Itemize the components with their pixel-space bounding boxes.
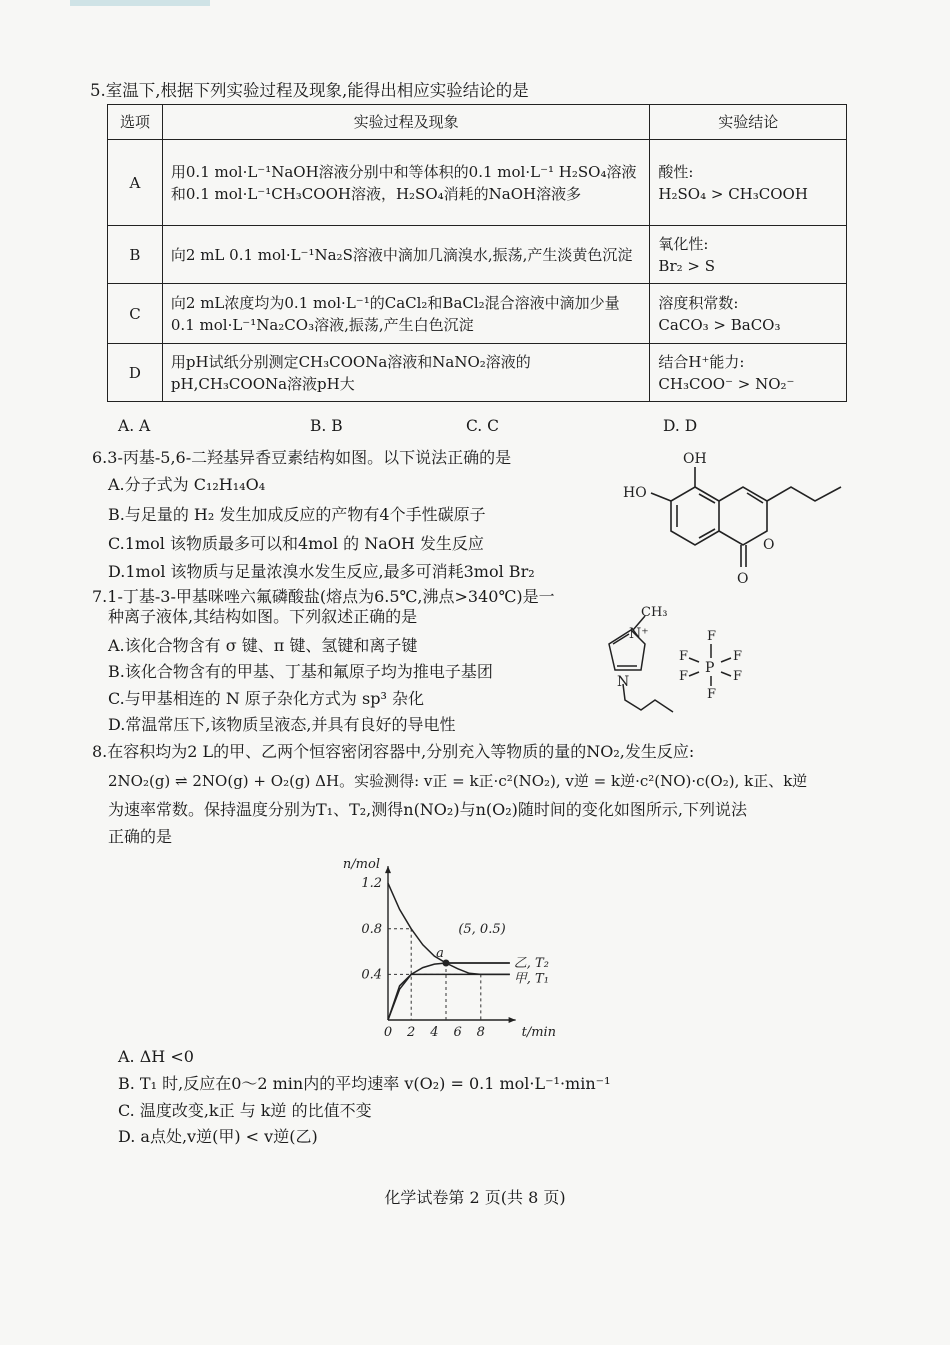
f-label: F [733, 669, 743, 684]
f-label: F [707, 687, 717, 702]
row-conclusion [650, 226, 847, 284]
row-process: 用pH试纸分别测定CH₃COONa溶液和NaNO₂溶液的pH,CH₃COONa溶液pH大 [162, 344, 650, 402]
q6-option-b: B.与足量的 H₂ 发生加成反应的产物有4个手性碳原子 [108, 505, 486, 524]
q7-stem-2: 种离子液体,其结构如图。下列叙述正确的是 [108, 607, 418, 626]
conclusion-label: 结合H⁺能力: [658, 352, 745, 371]
series-label-yi: 乙, T₂ [513, 956, 549, 971]
scan-strip [70, 0, 210, 6]
y-axis-label: n/mol [342, 857, 380, 873]
q8-option-b: B. T₁ 时,反应在0～2 min内的平均速率 v(O₂) = 0.1 mol·L⁻¹·min⁻¹ [118, 1074, 611, 1093]
conclusion-label: 酸性: [658, 162, 694, 181]
row-option: C [108, 284, 163, 344]
conclusion-label: 氧化性: [658, 234, 709, 253]
q8-stem-3: 为速率常数。保持温度分别为T₁、T₂,测得n(NO₂)与n(O₂)随时间的变化如图所示,下列说法 [108, 800, 747, 819]
n-label: N [617, 674, 630, 690]
ch3-label: CH₃ [641, 605, 668, 620]
f-label: F [679, 669, 689, 684]
series-label-jia: 甲, T₁ [513, 971, 549, 987]
table-row [108, 140, 847, 226]
x-tick-label: 4 [430, 1025, 439, 1040]
n-plus-label: N⁺ [629, 626, 649, 642]
p-label: P [705, 660, 715, 676]
x-tick-label: 8 [476, 1025, 485, 1040]
rate-chart [330, 852, 620, 1042]
q6-option-a: A.分子式为 C₁₂H₁₄O₄ [108, 475, 266, 494]
x-tick-label: 0 [383, 1025, 393, 1040]
carbonyl-o-label: O [737, 571, 749, 587]
x-tick-label: 6 [453, 1025, 462, 1040]
q5-stem: 5.室温下,根据下列实验过程及现象,能得出相应实验结论的是 [90, 81, 529, 100]
choice-a: A. A [118, 417, 151, 435]
row-option: B [108, 226, 163, 284]
q8-option-d: D. a点处,v逆(甲) < v逆(乙) [118, 1127, 318, 1146]
table-row [108, 284, 847, 344]
series-line-1 [388, 963, 510, 1020]
q7-option-b: B.该化合物含有的甲基、丁基和氟原子均为推电子基团 [108, 662, 493, 681]
imidazolium-structure [595, 600, 775, 720]
q7-stem-1: 7.1-丁基-3-甲基咪唑六氟磷酸盐(熔点为6.5℃,沸点>340℃)是一 [92, 587, 555, 606]
header-process: 实验过程及现象 [162, 105, 650, 140]
y-tick-label: 0.4 [361, 967, 382, 983]
point-a-label: a [436, 946, 444, 961]
header-option: 选项 [108, 105, 163, 140]
point-a-coords: (5, 0.5) [458, 922, 506, 937]
x-tick-label: 2 [407, 1025, 416, 1040]
row-conclusion [650, 344, 847, 402]
q6-stem: 6.3-丙基-5,6-二羟基异香豆素结构如图。以下说法正确的是 [92, 448, 512, 467]
q6-option-c: C.1mol 该物质最多可以和4mol 的 NaOH 发生反应 [108, 534, 484, 553]
q8-stem-1: 8.在容积均为2 L的甲、乙两个恒容密闭容器中,分别充入等物质的量的NO₂,发生反应: [92, 742, 695, 761]
row-conclusion [650, 284, 847, 344]
page-footer: 化学试卷第 2 页(共 8 页) [384, 1188, 566, 1207]
y-axis-arrow [385, 866, 391, 873]
table-row [108, 344, 847, 402]
conclusion-value: Br₂ > S [658, 256, 716, 275]
conclusion-value: CaCO₃ > BaCO₃ [658, 315, 781, 334]
conclusion-label: 溶度积常数: [658, 293, 739, 312]
header-conclusion: 实验结论 [650, 105, 847, 140]
y-tick-label: 1.2 [361, 876, 382, 892]
x-axis-arrow [509, 1017, 516, 1023]
q7-option-a: A.该化合物含有 σ 键、π 键、氢键和离子键 [108, 636, 418, 655]
y-tick-label: 0.8 [361, 921, 382, 937]
q5-table [107, 104, 847, 402]
q8-stem-2: 2NO₂(g) ⇌ 2NO(g) + O₂(g) ΔH。实验测得: v正 = k正·c²(NO₂), v逆 = k逆·c²(NO)·c(O₂), k正、k逆 [108, 772, 808, 790]
q8-option-c: C. 温度改变,k正 与 k逆 的比值不变 [118, 1101, 372, 1120]
table-row [108, 226, 847, 284]
table-header-row [108, 105, 847, 140]
row-process: 向2 mL浓度均为0.1 mol·L⁻¹的CaCl₂和BaCl₂混合溶液中滴加少量0.1 mol·L⁻¹Na₂CO₃溶液,振荡,产生白色沉淀 [162, 284, 650, 344]
series-line-2 [446, 963, 510, 974]
x-axis-label: t/min [521, 1025, 557, 1040]
ho-label: HO [623, 485, 647, 501]
row-option: D [108, 344, 163, 402]
f-label: F [733, 649, 743, 664]
conclusion-value: CH₃COO⁻ > NO₂⁻ [658, 374, 795, 393]
row-option: A [108, 140, 163, 226]
series-line-3 [388, 974, 510, 1020]
choice-d: D. D [663, 417, 698, 435]
row-conclusion [650, 140, 847, 226]
choice-c: C. C [466, 417, 500, 435]
choice-b: B. B [310, 417, 343, 435]
row-process: 用0.1 mol·L⁻¹NaOH溶液分别中和等体积的0.1 mol·L⁻¹ H₂SO₄溶液和0.1 mol·L⁻¹CH₃COOH溶液，H₂SO₄消耗的NaOH溶液多 [162, 140, 650, 226]
f-label: F [707, 629, 717, 644]
q6-option-d: D.1mol 该物质与足量浓溴水发生反应,最多可消耗3mol Br₂ [108, 562, 535, 581]
f-label: F [679, 649, 689, 664]
isocoumarin-structure [615, 445, 855, 590]
conclusion-value: H₂SO₄ > CH₃COOH [658, 184, 808, 203]
q7-option-c: C.与甲基相连的 N 原子杂化方式为 sp³ 杂化 [108, 689, 424, 708]
ring-o-label: O [763, 537, 775, 553]
q8-option-a: A. ΔH <0 [118, 1047, 194, 1066]
q8-stem-4: 正确的是 [108, 827, 173, 846]
oh-label: OH [683, 451, 707, 467]
row-process: 向2 mL 0.1 mol·L⁻¹Na₂S溶液中滴加几滴溴水,振荡,产生淡黄色沉淀 [162, 226, 650, 284]
q7-option-d: D.常温常压下,该物质呈液态,并具有良好的导电性 [108, 715, 456, 734]
